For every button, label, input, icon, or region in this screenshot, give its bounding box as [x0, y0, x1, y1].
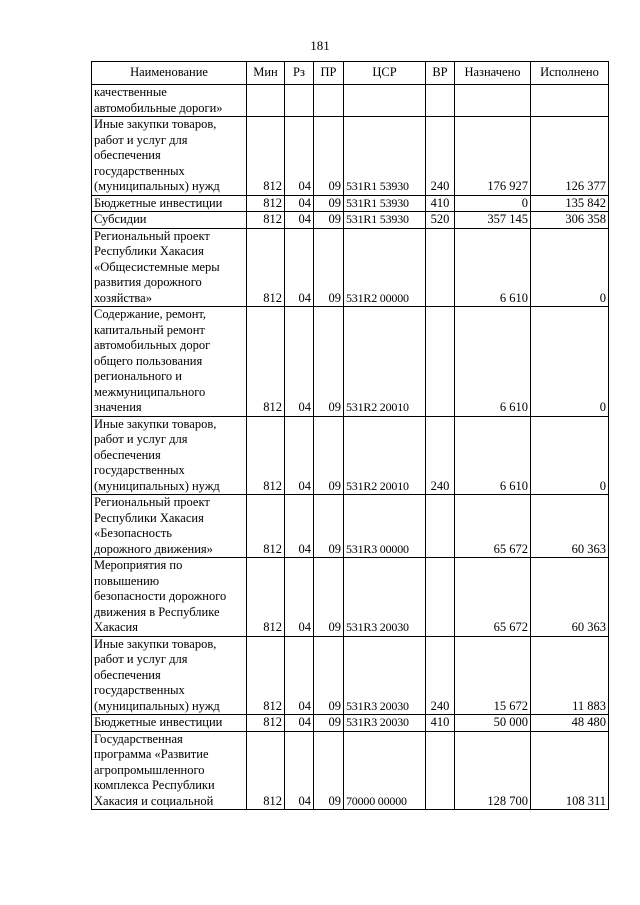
cell-executed: 0 [531, 416, 609, 495]
header-vr: ВР [426, 62, 455, 85]
cell-name: Государственная программа «Развитие агропромышленного комплекса Республики Хакасия и социальной [92, 731, 247, 810]
cell-assigned: 176 927 [455, 117, 531, 196]
cell-executed: 0 [531, 307, 609, 417]
cell-pr: 09 [314, 212, 344, 229]
cell-pr: 09 [314, 731, 344, 810]
cell-csr: 531R2 20010 [344, 307, 426, 417]
cell-vr [426, 731, 455, 810]
cell-vr [426, 228, 455, 307]
cell-min: 812 [247, 117, 285, 196]
cell-executed [531, 85, 609, 117]
cell-assigned: 357 145 [455, 212, 531, 229]
table-row [92, 307, 609, 417]
cell-pr: 09 [314, 228, 344, 307]
cell-min: 812 [247, 495, 285, 558]
page-number: 181 [310, 38, 330, 53]
cell-vr [426, 495, 455, 558]
table-row [92, 495, 609, 558]
cell-vr [426, 85, 455, 117]
cell-rz: 04 [285, 636, 314, 715]
cell-executed: 60 363 [531, 558, 609, 637]
cell-min: 812 [247, 195, 285, 212]
cell-csr: 531R3 00000 [344, 495, 426, 558]
cell-csr: 531R3 20030 [344, 636, 426, 715]
cell-pr: 09 [314, 117, 344, 196]
cell-name: качественные автомобильные дороги» [92, 85, 247, 117]
cell-assigned: 6 610 [455, 307, 531, 417]
cell-rz: 04 [285, 307, 314, 417]
cell-pr: 09 [314, 307, 344, 417]
header-assigned: Назначено [455, 62, 531, 85]
cell-csr: 531R2 20010 [344, 416, 426, 495]
cell-rz: 04 [285, 731, 314, 810]
cell-executed: 11 883 [531, 636, 609, 715]
cell-csr: 531R1 53930 [344, 212, 426, 229]
cell-vr: 410 [426, 195, 455, 212]
table-row [92, 85, 609, 117]
table-row [92, 715, 609, 732]
cell-min: 812 [247, 558, 285, 637]
cell-min [247, 85, 285, 117]
cell-assigned: 65 672 [455, 495, 531, 558]
cell-pr: 09 [314, 495, 344, 558]
cell-rz: 04 [285, 558, 314, 637]
cell-assigned: 6 610 [455, 228, 531, 307]
cell-vr: 240 [426, 117, 455, 196]
cell-csr: 70000 00000 [344, 731, 426, 810]
header-min: Мин [247, 62, 285, 85]
cell-assigned: 128 700 [455, 731, 531, 810]
cell-name: Региональный проект Республики Хакасия «Общесистемные меры развития дорожного хозяйства» [92, 228, 247, 307]
cell-executed: 60 363 [531, 495, 609, 558]
cell-name: Мероприятия по повышению безопасности дорожного движения в Республике Хакасия [92, 558, 247, 637]
header-name: Наименование [92, 62, 247, 85]
cell-executed: 108 311 [531, 731, 609, 810]
table-row [92, 212, 609, 229]
cell-executed: 306 358 [531, 212, 609, 229]
table-row [92, 731, 609, 810]
cell-assigned: 65 672 [455, 558, 531, 637]
cell-csr: 531R1 53930 [344, 117, 426, 196]
header-rz: Рз [285, 62, 314, 85]
table-row [92, 636, 609, 715]
cell-pr: 09 [314, 715, 344, 732]
cell-name: Бюджетные инвестиции [92, 715, 247, 732]
cell-pr [314, 85, 344, 117]
cell-rz: 04 [285, 495, 314, 558]
cell-min: 812 [247, 715, 285, 732]
table-row [92, 195, 609, 212]
cell-vr [426, 307, 455, 417]
cell-name: Иные закупки товаров, работ и услуг для обеспечения государственных (муниципальных) нужд [92, 636, 247, 715]
cell-assigned: 6 610 [455, 416, 531, 495]
cell-name: Бюджетные инвестиции [92, 195, 247, 212]
cell-name: Региональный проект Республики Хакасия «Безопасность дорожного движения» [92, 495, 247, 558]
cell-assigned: 0 [455, 195, 531, 212]
cell-name: Иные закупки товаров, работ и услуг для обеспечения государственных (муниципальных) нужд [92, 416, 247, 495]
cell-name: Субсидии [92, 212, 247, 229]
cell-assigned: 15 672 [455, 636, 531, 715]
cell-name: Иные закупки товаров, работ и услуг для обеспечения государственных (муниципальных) нужд [92, 117, 247, 196]
cell-name: Содержание, ремонт, капитальный ремонт автомобильных дорог общего пользования регионального и межмуниципального значения [92, 307, 247, 417]
cell-min: 812 [247, 731, 285, 810]
cell-pr: 09 [314, 195, 344, 212]
cell-rz: 04 [285, 212, 314, 229]
cell-csr: 531R1 53930 [344, 195, 426, 212]
cell-csr: 531R3 20030 [344, 715, 426, 732]
cell-assigned: 50 000 [455, 715, 531, 732]
table-row [92, 228, 609, 307]
cell-rz: 04 [285, 715, 314, 732]
cell-min: 812 [247, 212, 285, 229]
cell-executed: 135 842 [531, 195, 609, 212]
cell-csr [344, 85, 426, 117]
header-executed: Исполнено [531, 62, 609, 85]
cell-csr: 531R2 00000 [344, 228, 426, 307]
table-row [92, 558, 609, 637]
cell-assigned [455, 85, 531, 117]
cell-executed: 0 [531, 228, 609, 307]
cell-pr: 09 [314, 558, 344, 637]
cell-vr: 410 [426, 715, 455, 732]
table-row [92, 117, 609, 196]
cell-rz: 04 [285, 117, 314, 196]
cell-pr: 09 [314, 636, 344, 715]
header-csr: ЦСР [344, 62, 426, 85]
cell-min: 812 [247, 416, 285, 495]
cell-executed: 48 480 [531, 715, 609, 732]
table-row [92, 416, 609, 495]
cell-vr: 520 [426, 212, 455, 229]
cell-vr: 240 [426, 636, 455, 715]
cell-min: 812 [247, 228, 285, 307]
cell-rz: 04 [285, 195, 314, 212]
cell-vr: 240 [426, 416, 455, 495]
cell-pr: 09 [314, 416, 344, 495]
cell-executed: 126 377 [531, 117, 609, 196]
budget-table [91, 61, 609, 810]
table-header-row [92, 62, 609, 85]
cell-rz: 04 [285, 228, 314, 307]
cell-csr: 531R3 20030 [344, 558, 426, 637]
cell-rz [285, 85, 314, 117]
cell-vr [426, 558, 455, 637]
cell-rz: 04 [285, 416, 314, 495]
cell-min: 812 [247, 636, 285, 715]
cell-min: 812 [247, 307, 285, 417]
header-pr: ПР [314, 62, 344, 85]
